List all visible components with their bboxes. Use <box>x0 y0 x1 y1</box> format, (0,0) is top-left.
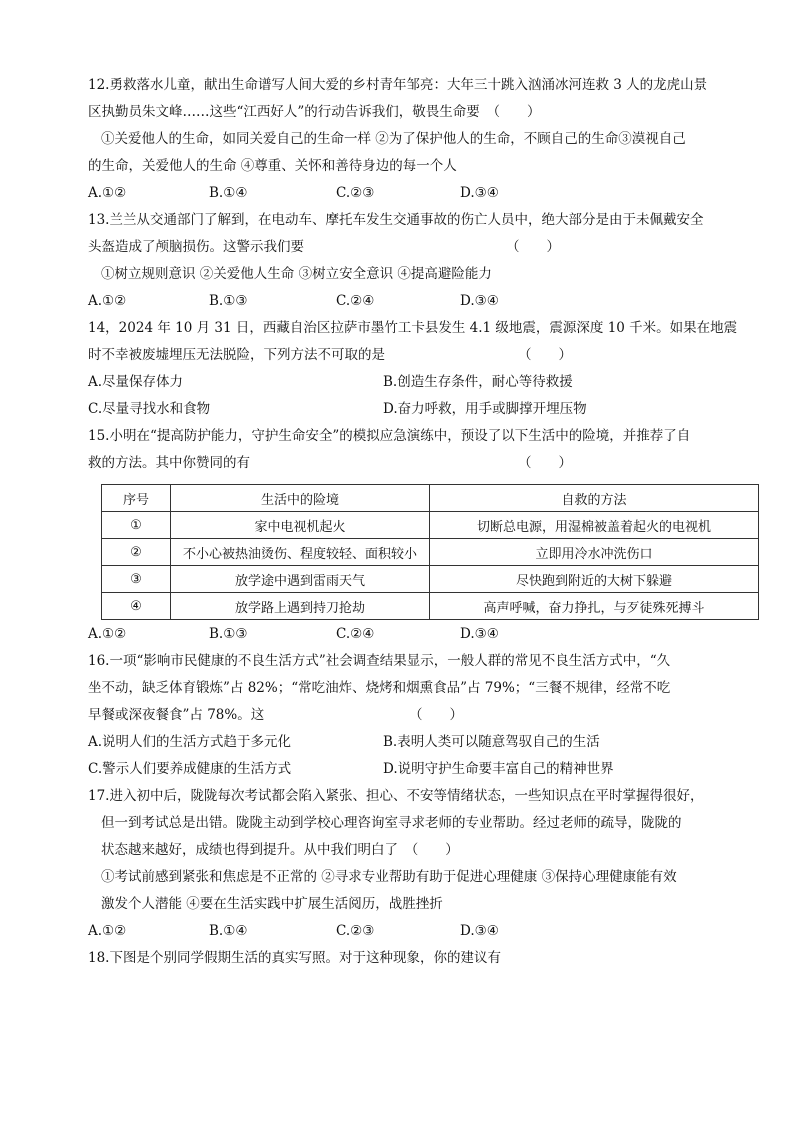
q12-option-a[interactable]: A.①② <box>88 185 127 201</box>
q16-option-d[interactable]: D.说明守护生命要丰富自己的精神世界 <box>383 761 614 777</box>
table-header: 自救的方法 <box>430 485 759 512</box>
q16-line1: 16.一项“影响市民健康的不良生活方式”社会调查结果显示，一般人群的常见不良生活方式中，“久 <box>88 653 671 669</box>
q13-option-d[interactable]: D.③④ <box>460 293 499 309</box>
q14-option-a[interactable]: A.尽量保存体力 <box>88 374 184 390</box>
q17-option-b[interactable]: B.①④ <box>209 923 248 939</box>
q16-line3: 早餐或深夜餐食”占 78%。这 <box>88 707 265 723</box>
q12-option-c[interactable]: C.②③ <box>336 185 375 201</box>
q14-answer-blank: （ ） <box>518 347 572 363</box>
table-row <box>102 566 759 593</box>
q16-line2: 坐不动，缺乏体育锻炼”占 82%；“常吃油炸、烧烤和烟熏食品”占 79%；“三餐不规律，经常不吃 <box>88 680 671 696</box>
table-cell: ② <box>102 539 171 566</box>
table-cell: 放学路上遇到持刀抢劫 <box>171 593 430 620</box>
q14-line2: 时不幸被废墟埋压无法脱险，下列方法不可取的是 <box>88 347 385 363</box>
q17-option-c[interactable]: C.②③ <box>336 923 375 939</box>
q17-option-a[interactable]: A.①② <box>88 923 127 939</box>
q15-option-c[interactable]: C.②④ <box>336 626 375 642</box>
q13-option-b[interactable]: B.①③ <box>209 293 248 309</box>
q15-answer-blank: （ ） <box>518 455 572 471</box>
q14-option-d[interactable]: D.奋力呼救，用手或脚撑开埋压物 <box>383 401 587 417</box>
q13-option-a[interactable]: A.①② <box>88 293 127 309</box>
table-cell: ③ <box>102 566 171 593</box>
q13-line3: ①树立规则意识 ②关爱他人生命 ③树立安全意识 ④提高避险能力 <box>101 266 492 282</box>
q13-line1: 13.兰兰从交通部门了解到，在电动车、摩托车发生交通事故的伤亡人员中，绝大部分是由于未佩戴安全 <box>88 212 704 228</box>
q14-option-c[interactable]: C.尽量寻找水和食物 <box>88 401 211 417</box>
q16-answer-blank: （ ） <box>409 707 463 723</box>
table-row <box>102 539 759 566</box>
q18-line1: 18.下图是个别同学假期生活的真实写照。对于这种现象，你的建议有 <box>88 950 501 966</box>
q12-option-b[interactable]: B.①④ <box>209 185 248 201</box>
table-cell: 不小心被热油烫伤、程度较轻、面积较小 <box>171 539 430 566</box>
q17-line2: 但一到考试总是出错。陇陇主动到学校心理咨询室寻求老师的专业帮助。经过老师的疏导，陇陇的 <box>101 815 682 831</box>
table-cell: 尽快跑到附近的大树下躲避 <box>430 566 759 593</box>
q14-line1: 14，2024 年 10 月 31 日，西藏自治区拉萨市墨竹工卡县发生 4.1 级地震，震源深度 10 千米。如果在地震 <box>88 320 738 336</box>
q12-line4: 的生命，关爱他人的生命 ④尊重、关怀和善待身边的每一个人 <box>88 158 457 174</box>
table-row <box>102 512 759 539</box>
q17-option-d[interactable]: D.③④ <box>460 923 499 939</box>
q15-line1: 15.小明在“提高防护能力，守护生命安全”的模拟应急演练中，预设了以下生活中的险境，并推荐了自 <box>88 428 691 444</box>
q17-line5: 激发个人潜能 ④要在生活实践中扩展生活阅历，战胜挫折 <box>101 896 443 912</box>
table-cell: 立即用冷水冲洗伤口 <box>430 539 759 566</box>
table-cell: 高声呼喊，奋力挣扎，与歹徒殊死搏斗 <box>430 593 759 620</box>
q13-option-c[interactable]: C.②④ <box>336 293 375 309</box>
table-header-row <box>102 485 759 512</box>
table-cell: 家中电视机起火 <box>171 512 430 539</box>
q15-option-d[interactable]: D.③④ <box>460 626 499 642</box>
q16-option-b[interactable]: B.表明人类可以随意驾驭自己的生活 <box>383 734 600 750</box>
q15-option-a[interactable]: A.①② <box>88 626 127 642</box>
q16-option-a[interactable]: A.说明人们的生活方式趋于多元化 <box>88 734 292 750</box>
q15-table <box>101 484 759 620</box>
table-row <box>102 593 759 620</box>
q12-option-d[interactable]: D.③④ <box>460 185 499 201</box>
q12-line3: ①关爱他人的生命，如同关爱自己的生命一样 ②为了保护他人的生命，不顾自己的生命③漠视自己 <box>101 131 686 147</box>
q14-option-b[interactable]: B.创造生存条件，耐心等待救援 <box>383 374 573 390</box>
q17-line3: 状态越来越好，成绩也得到提升。从中我们明白了 （ ） <box>101 842 459 858</box>
table-cell: ④ <box>102 593 171 620</box>
q12-line2: 区执勤员朱文峰……这些“江西好人”的行动告诉我们，敬畏生命要 （ ） <box>88 104 541 120</box>
q15-option-b[interactable]: B.①③ <box>209 626 248 642</box>
table-header: 序号 <box>102 485 171 512</box>
q17-line4: ①考试前感到紧张和焦虑是不正常的 ②寻求专业帮助有助于促进心理健康 ③保持心理健康能有效 <box>101 869 677 885</box>
q13-line2: 头盔造成了颅脑损伤。这警示我们要 <box>88 239 304 255</box>
q13-answer-blank: （ ） <box>506 239 560 255</box>
q12-line1: 12.勇救落水儿童，献出生命谱写人间大爱的乡村青年邹亮：大年三十跳入汹涌冰河连救 3 人的龙虎山景 <box>88 77 708 93</box>
q15-line2: 救的方法。其中你赞同的有 <box>88 455 250 471</box>
table-cell: 放学途中遇到雷雨天气 <box>171 566 430 593</box>
q17-line1: 17.进入初中后，陇陇每次考试都会陷入紧张、担心、不安等情绪状态，一些知识点在平时掌握得很好， <box>88 788 704 804</box>
q16-option-c[interactable]: C.警示人们要养成健康的生活方式 <box>88 761 292 777</box>
table-header: 生活中的险境 <box>171 485 430 512</box>
table-cell: ① <box>102 512 171 539</box>
table-cell: 切断总电源，用湿棉被盖着起火的电视机 <box>430 512 759 539</box>
